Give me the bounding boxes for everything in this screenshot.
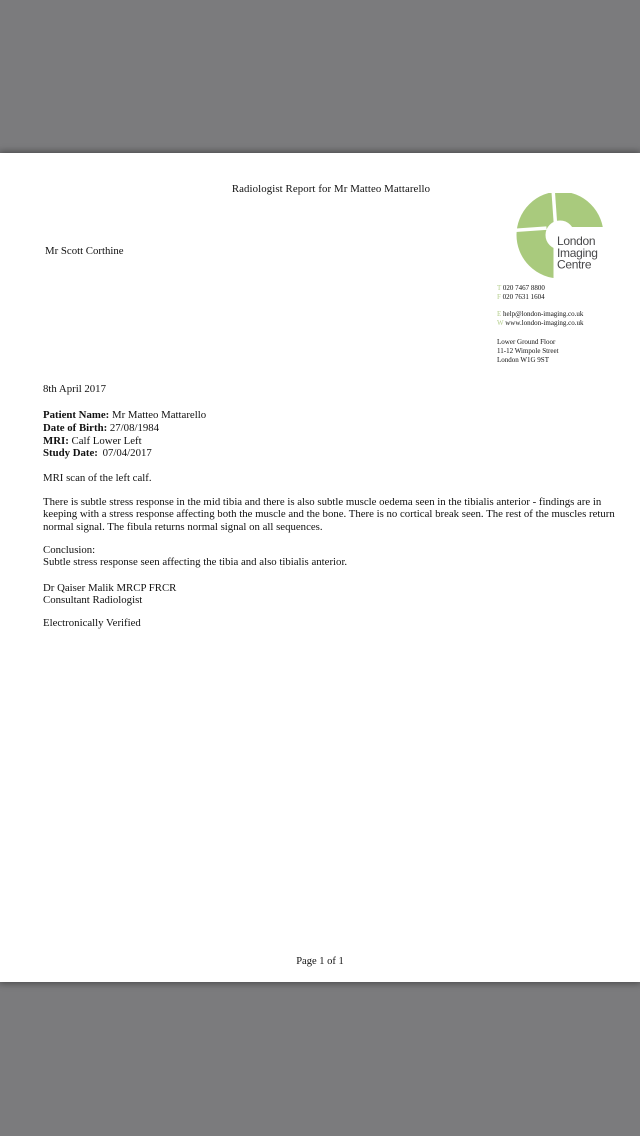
phone-number: 020 7467 8800 [502, 284, 545, 292]
website-prefix: W [497, 319, 504, 327]
addressee: Mr Scott Corthine [45, 245, 124, 257]
patient-dob-value: 27/08/1984 [109, 421, 160, 434]
london-imaging-centre-logo [516, 193, 614, 283]
patient-study-value: 07/04/2017 [102, 447, 152, 460]
report-page [0, 153, 640, 982]
phone-prefix: T [497, 284, 502, 292]
email-address[interactable]: help@london-imaging.co.uk [503, 310, 584, 318]
letter-date: 8th April 2017 [43, 383, 106, 395]
website-line [497, 319, 622, 328]
signature-block [43, 582, 176, 607]
patient-name-row [43, 409, 206, 422]
patient-mri-label: MRI: [43, 434, 69, 447]
logo-line-1: London [557, 234, 596, 248]
radiologist-role: Consultant Radiologist [43, 594, 143, 607]
phone-line [497, 284, 622, 293]
address-line-3: London W1G 9ST [497, 356, 549, 364]
verification-status: Electronically Verified [43, 617, 141, 629]
postal-address [497, 338, 622, 365]
letterhead-contact [497, 284, 622, 373]
email-prefix: E [497, 310, 502, 318]
patient-mri-row [43, 435, 206, 448]
patient-study-label: Study Date: [43, 447, 98, 460]
page-number: Page 1 of 1 [296, 956, 344, 967]
logo-line-2: Imaging [557, 246, 598, 260]
fax-prefix: F [497, 293, 501, 301]
report-intro: MRI scan of the left calf. [43, 472, 152, 484]
fax-line [497, 293, 622, 302]
patient-dob-label: Date of Birth: [43, 421, 108, 434]
patient-name-label: Patient Name: [43, 409, 110, 421]
patient-study-row [43, 447, 206, 460]
logo-line-3: Centre [557, 257, 592, 272]
report-findings: There is subtle stress response in the mid tibia and there is also subtle muscle oedema seen in the tibialis anterior - findings are in keeping with a stress response affecting both the muscle and the bone. There is no cortical break seen. The rest of the muscles return normal signal. The fibula returns normal signal on all sequences. [43, 496, 615, 533]
page-title: Radiologist Report for Mr Matteo Mattarello [231, 183, 431, 195]
patient-dob-row [43, 422, 206, 435]
address-line-2: 11-12 Wimpole Street [497, 347, 559, 355]
fax-number: 020 7631 1604 [502, 293, 545, 301]
conclusion-text: Subtle stress response seen affecting the tibia and also tibialis anterior. [43, 556, 348, 569]
patient-details [43, 409, 206, 460]
radiologist-name: Dr Qaiser Malik MRCP FRCR [43, 582, 177, 594]
email-line [497, 310, 622, 319]
website-url[interactable]: www.london-imaging.co.uk [505, 319, 584, 327]
address-line-1: Lower Ground Floor [497, 338, 556, 346]
patient-name-value: Mr Matteo Mattarello [111, 409, 207, 421]
phone-fax-group [497, 284, 622, 302]
patient-mri-value: Calf Lower Left [71, 434, 142, 447]
report-conclusion [43, 544, 347, 569]
email-web-group [497, 310, 622, 328]
conclusion-label: Conclusion: [43, 544, 96, 556]
